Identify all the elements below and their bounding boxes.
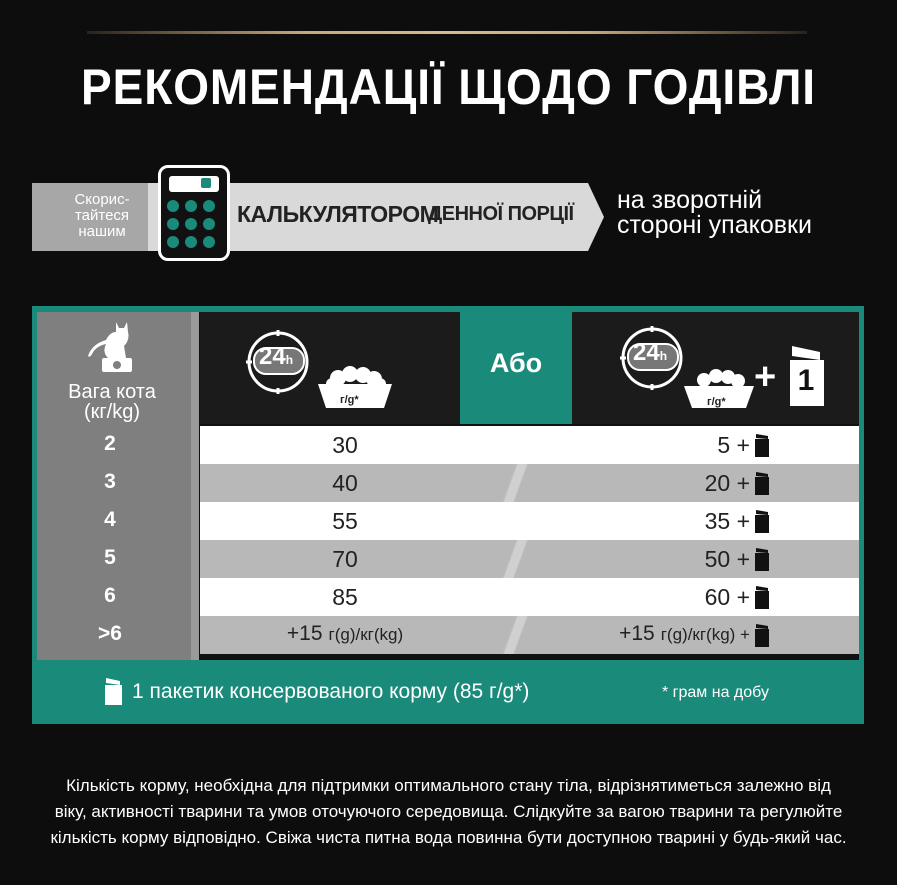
dry-amount: 30: [332, 432, 358, 458]
dry-amount-cell: [200, 584, 490, 611]
mixed-amount-cell: [619, 622, 750, 646]
calculator-icon: [158, 165, 230, 261]
calculator-key: [203, 236, 215, 248]
weight-value: 3: [104, 470, 116, 493]
calculator-key: [167, 200, 179, 212]
clock-24-label-2: 24h: [633, 339, 668, 366]
calculator-key: [185, 218, 197, 230]
mixed-amount: 5 +: [717, 432, 750, 458]
mixed-amount-cell: [705, 470, 750, 497]
pouch-icon: [754, 471, 770, 500]
mixed-amount-cell: [717, 432, 750, 459]
calculator-key: [203, 218, 215, 230]
weight-label-line1: Вага кота: [68, 381, 156, 403]
bowl-unit-label: г/g*: [340, 394, 359, 406]
weight-value: 5: [104, 546, 116, 569]
pouch-icon: [754, 433, 770, 462]
calculator-screen: [169, 176, 219, 192]
pouch-count: 1: [797, 364, 815, 397]
footer-line3: кількість корму відповідно. Свіжа чиста питна вода повинна бути доступною тварині у будь-який час.: [50, 828, 847, 847]
dry-amount: 40: [332, 470, 358, 496]
weight-value: 6: [104, 584, 116, 607]
weight-column-edge: [191, 312, 199, 660]
dry-amount-cell: [200, 508, 490, 535]
mixed-amount-unit: г(g)/кг(kg) +: [660, 625, 750, 644]
mixed-amount-extra: +15: [619, 622, 655, 645]
clock-24-label: 24h: [259, 343, 294, 370]
mixed-amount-cell: [705, 546, 750, 573]
dry-amount-cell: [200, 432, 490, 459]
calculator-screen-indicator: [201, 178, 211, 188]
banner-normal-text: ДЕННОЇ ПОРЦІЇ: [428, 203, 574, 225]
calculator-key: [167, 218, 179, 230]
banner-arrow: [588, 183, 604, 251]
calculator-key: [203, 200, 215, 212]
calculator-key: [167, 236, 179, 248]
cat-on-scale-icon: [86, 318, 138, 374]
weight-value: >6: [98, 622, 122, 645]
dry-amount-unit: г(g)/кг(kg): [328, 625, 404, 644]
page-title: РЕКОМЕНДАЦІЇ ЩОДО ГОДІВЛІ: [81, 59, 816, 115]
dry-amount-extra: +15: [286, 622, 323, 645]
pouch-icon: [754, 623, 770, 652]
weight-value: 2: [104, 432, 116, 455]
calculator-key: [185, 236, 197, 248]
bowl-unit-label-2: г/g*: [707, 396, 726, 408]
legend-text: 1 пакетик консервованого корму (85 г/g*): [132, 680, 530, 703]
mixed-amount: 50 +: [704, 546, 750, 572]
footer-text: [20, 773, 877, 851]
mixed-amount-cell: [705, 508, 750, 535]
plus-sign: +: [754, 356, 777, 398]
pouch-icon: [754, 547, 770, 576]
dry-amount-cell: [200, 622, 490, 646]
weight-value: 4: [104, 508, 116, 531]
footer-line1: Кількість корму, необхідна для підтримки оптимального стану тіла, відрізнятиметься залежно від: [66, 776, 831, 795]
pouch-icon: [754, 585, 770, 614]
mixed-amount-cell: [705, 584, 750, 611]
banner-right-line2: стороні упаковки: [617, 211, 812, 239]
calculator-key: [185, 200, 197, 212]
dry-amount-cell: [200, 546, 490, 573]
pouch-icon: [754, 509, 770, 538]
banner-small-text: Скорис- тайтеся нашим: [74, 191, 130, 240]
weight-label: [37, 382, 187, 422]
banner-right-text: [617, 188, 812, 238]
dry-amount: 55: [332, 508, 358, 534]
wet-food-pouch-icon: [103, 677, 123, 705]
dry-amount: 85: [332, 584, 358, 610]
dry-amount: 70: [332, 546, 358, 572]
weight-label-line2: (кг/kg): [83, 401, 141, 423]
mixed-amount: 20 +: [704, 470, 750, 496]
decorative-gold-line: [87, 31, 807, 34]
banner-strong-text: КАЛЬКУЛЯТОРОМ: [237, 201, 439, 227]
footer-line2: віку, активності тварини та умов оточуючого середовища. Слідкуйте за вагою тварини та регулюйте: [54, 802, 843, 821]
banner-right-line1: на зворотній: [617, 186, 763, 214]
or-label: Або: [489, 348, 543, 378]
dry-amount-cell: [200, 470, 490, 497]
mixed-amount: 60 +: [704, 584, 750, 610]
mixed-amount: 35 +: [704, 508, 750, 534]
legend-note: * грам на добу: [662, 684, 769, 701]
